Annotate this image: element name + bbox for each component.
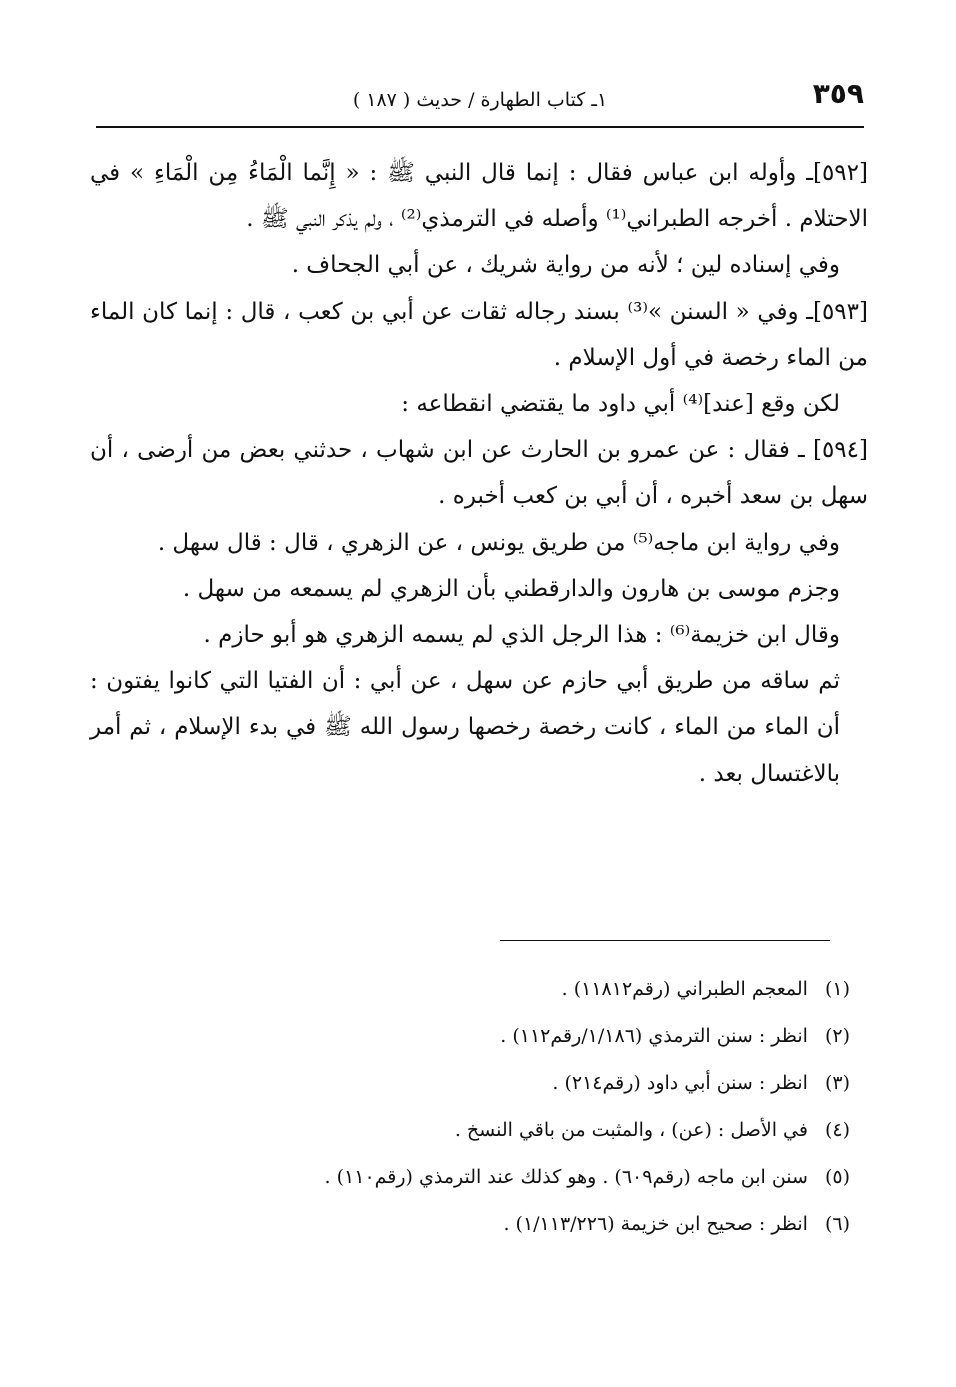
paragraph-594: [٥٩٤] ـ فقال : عن عمرو بن الحارث عن ابن شهاب ، حدثني بعض من أرضى ، أن سهل بن سعد أخبره ، أن أبي بن كعب أخبره . bbox=[90, 437, 868, 510]
running-title: ١ـ كتاب الطهارة / حديث ( ١٨٧ ) bbox=[352, 89, 608, 111]
paragraph-ibn-khuzaymah: وقال ابن خزيمة⁽⁶⁾ : هذا الرجل الذي لم يسمه الزهري هو أبو حازم . bbox=[203, 622, 840, 649]
main-text bbox=[90, 150, 868, 797]
footnote-divider bbox=[500, 940, 830, 941]
footnote-number: (٥) bbox=[824, 1166, 850, 1188]
footnote-text: في الأصل : (عن) ، والمثبت من باقي النسخ . bbox=[454, 1119, 808, 1141]
footnote-number: (٢) bbox=[824, 1025, 850, 1047]
footnote-number: (٣) bbox=[824, 1072, 850, 1094]
page-header bbox=[96, 78, 864, 128]
footnote-item bbox=[200, 1201, 850, 1248]
paragraph-isnad-note: وفي إسناده لين ؛ لأنه من رواية شريك ، عن أبي الجحاف . bbox=[291, 252, 840, 279]
paragraph-abu-hazim: ثم ساقه من طريق أبي حازم عن سهل ، عن أبي : أن الفتيا التي كانوا يفتون : أن الماء من الماء ، كانت رخصة رخصها رسول الله ﷺ في بدء الإسلام ، ثم أمر بالاغتسال بعد . bbox=[90, 668, 840, 787]
paragraph-ibn-majah: وفي رواية ابن ماجه⁽⁵⁾ من طريق يونس ، عن الزهري ، قال : قال سهل . bbox=[157, 529, 840, 556]
footnote-item bbox=[200, 966, 850, 1013]
footnote-number: (٦) bbox=[824, 1213, 850, 1235]
footnote-text: انظر : صحيح ابن خزيمة (١/١١٣/٢٢٦) . bbox=[503, 1213, 808, 1235]
footnotes bbox=[200, 966, 850, 1248]
paragraph-593: [٥٩٣]ـ وفي « السنن »⁽³⁾ بسند رجاله ثقات عن أبي بن كعب ، قال : إنما كان الماء من الماء رخصة في أول الإسلام . bbox=[90, 298, 868, 371]
paragraph-abu-dawud-note: لكن وقع [عند]⁽⁴⁾ أبي داود ما يقتضي انقطاعه : bbox=[401, 391, 840, 418]
footnote-item bbox=[200, 1154, 850, 1201]
footnote-item bbox=[200, 1060, 850, 1107]
paragraph-musa-ibn-harun: وجزم موسى بن هارون والدارقطني بأن الزهري لم يسمعه من سهل . bbox=[182, 575, 840, 602]
footnote-text: سنن ابن ماجه (رقم٦٠٩) . وهو كذلك عند الترمذي (رقم١١٠) . bbox=[324, 1166, 808, 1188]
footnote-number: (٤) bbox=[824, 1119, 850, 1141]
footnote-item bbox=[200, 1013, 850, 1060]
paragraph-592: [٥٩٢]ـ وأوله ابن عباس فقال : إنما قال النبي ﷺ : « إِنَّما الْمَاءُ مِن الْمَاءِ » في الاحتلام . أخرجه الطبراني⁽¹⁾ وأصله في الترمذي⁽²⁾ ، ولم يذكر النبي ﷺ . bbox=[90, 160, 868, 233]
footnote-text: المعجم الطبراني (رقم١١٨١٢) . bbox=[561, 978, 808, 1000]
footnote-text: انظر : سنن الترمذي (١/١٨٦/رقم١١٢) . bbox=[500, 1025, 808, 1047]
footnote-item bbox=[200, 1107, 850, 1154]
page-number: ٣٥٩ bbox=[812, 77, 864, 110]
footnote-text: انظر : سنن أبي داود (رقم٢١٤) . bbox=[552, 1072, 808, 1094]
footnote-number: (١) bbox=[824, 978, 850, 1000]
